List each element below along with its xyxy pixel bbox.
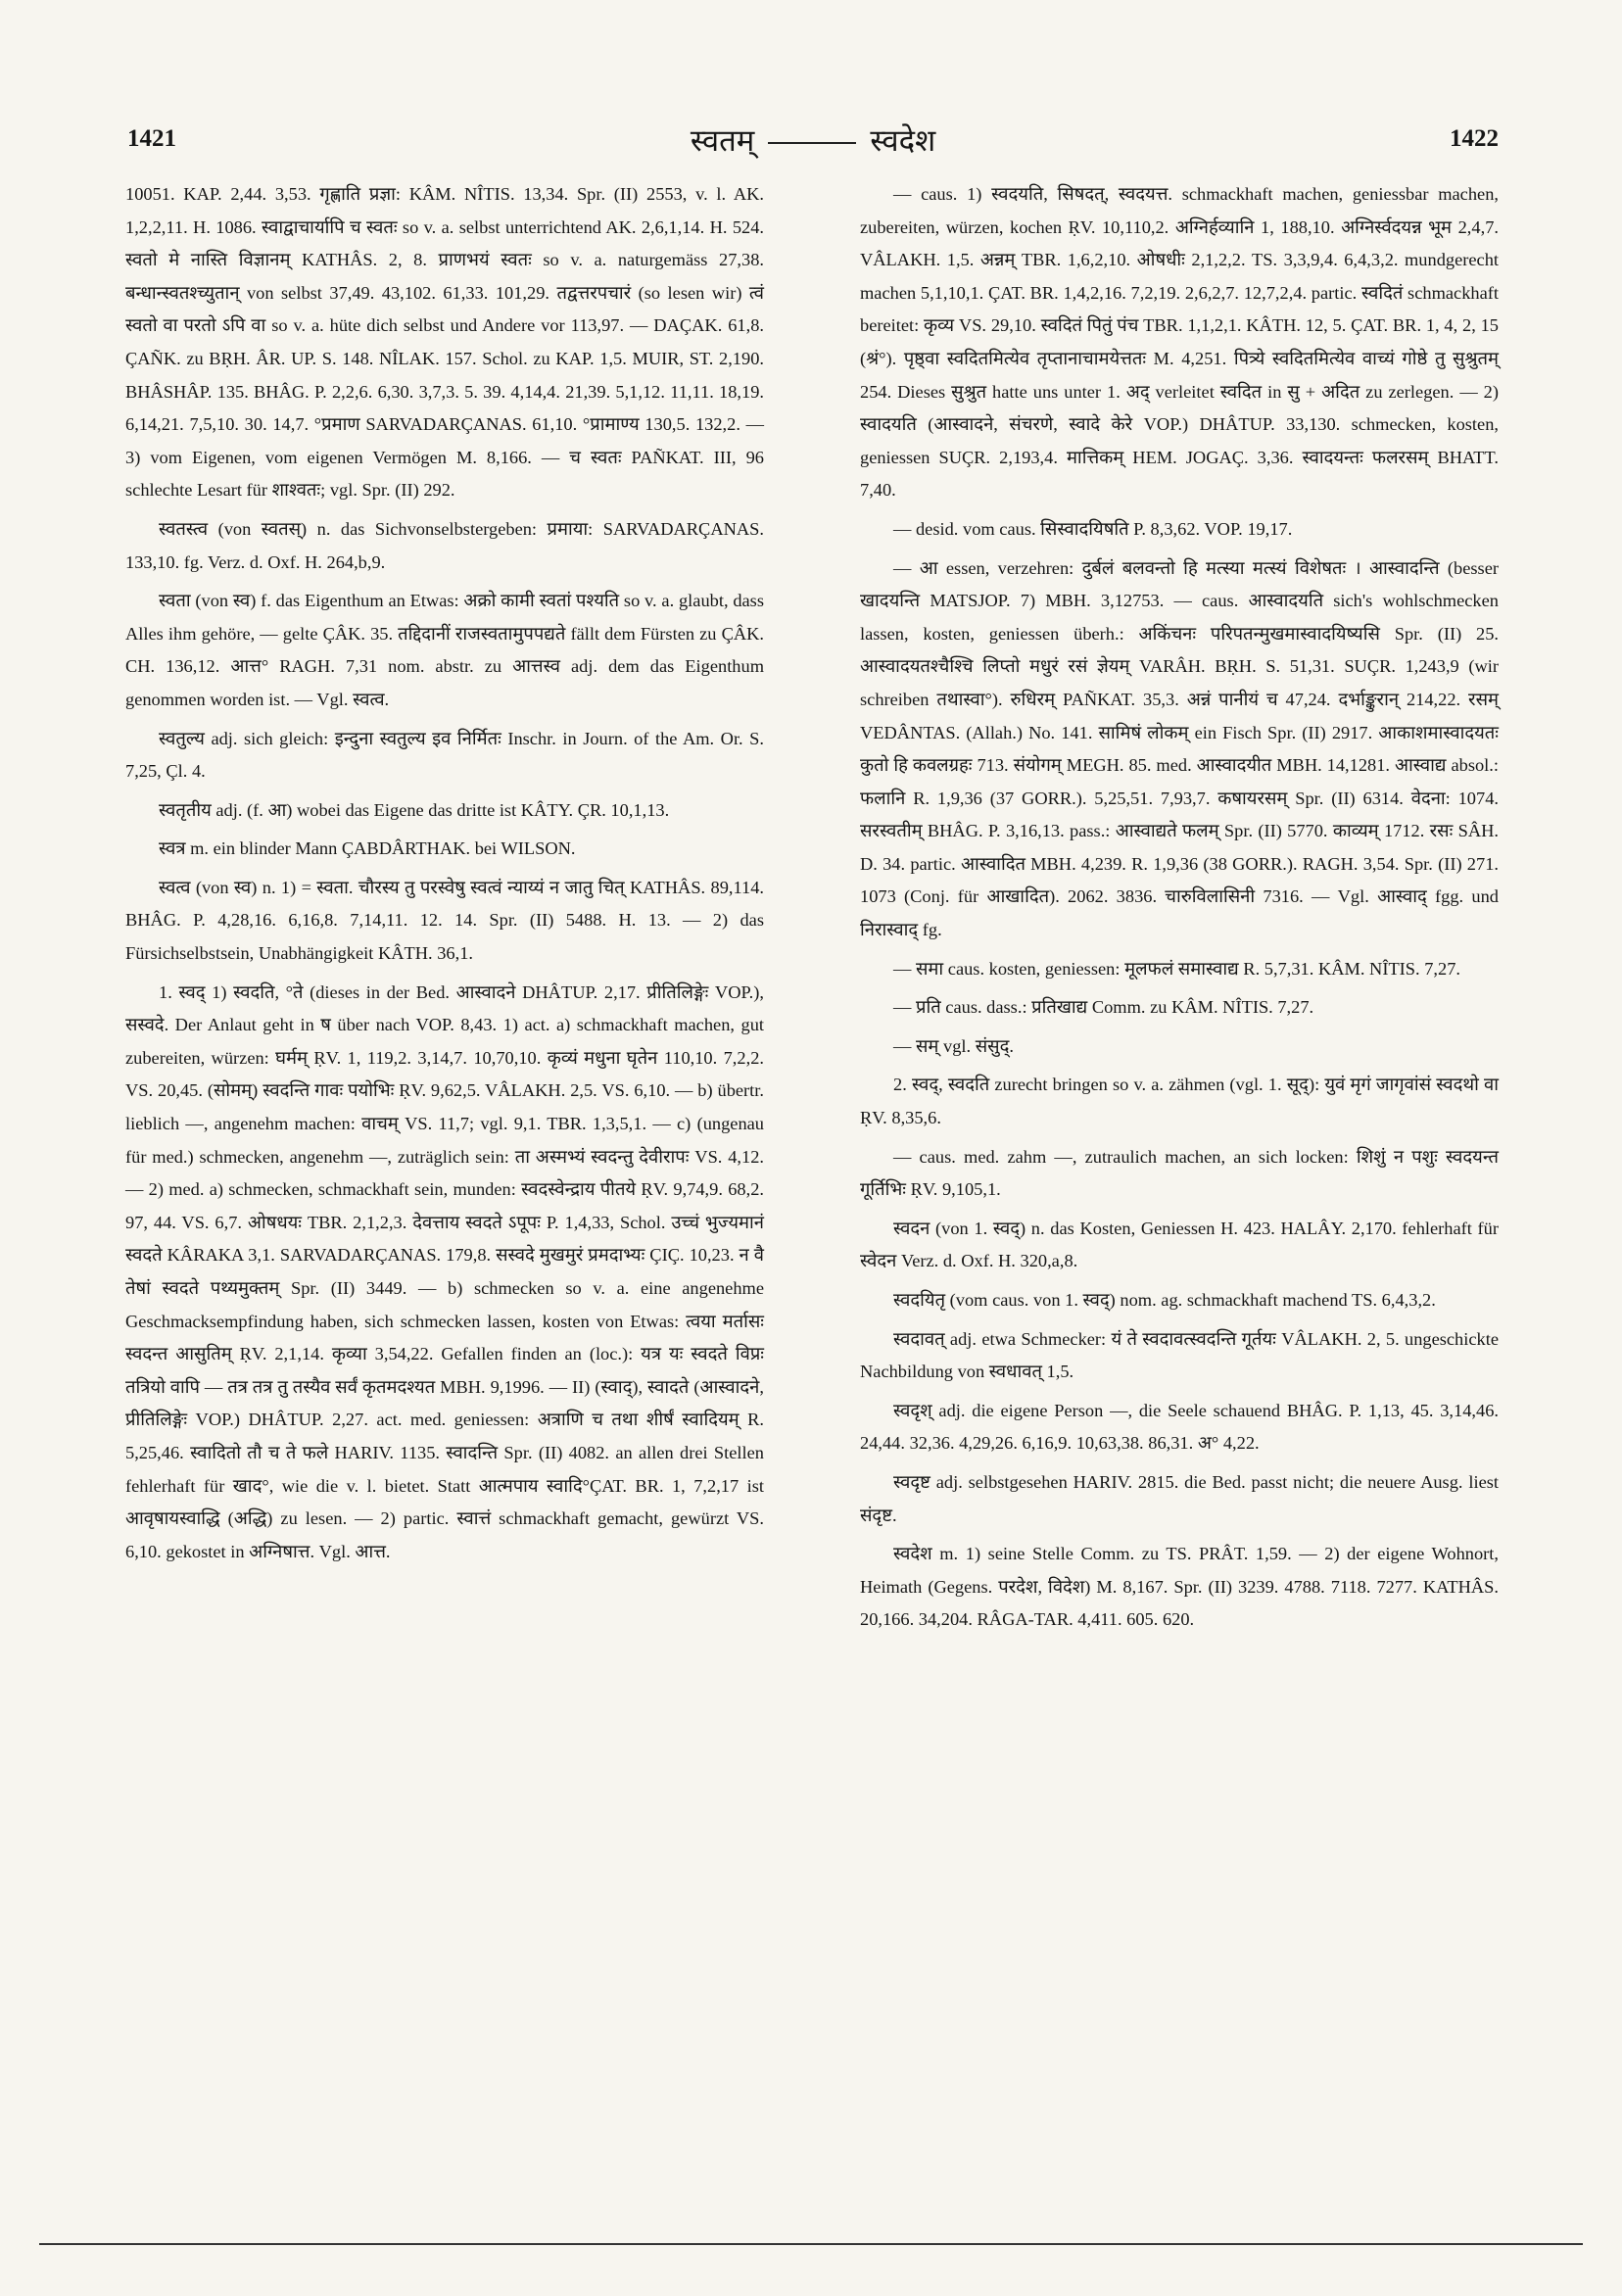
page-header bbox=[127, 125, 1499, 165]
page-number-right: 1422 bbox=[1450, 125, 1499, 152]
dictionary-entry: स्वतृतीय adj. (f. आ) wobei das Eigene das dritte ist KÂTY. ÇR. 10,1,13. bbox=[159, 799, 670, 820]
dictionary-entry: 2. स्वद्, स्वदति zurecht bringen so v. a. zähmen (vgl. 1. सूद्): युवं मृगं जागृवांसं स्वदथो वा ṚV. 8,35,6. bbox=[860, 1075, 1499, 1128]
running-head-first-word: स्वतम् bbox=[690, 123, 755, 159]
dictionary-entry: — सम् vgl. संसुद्. bbox=[893, 1035, 1014, 1056]
dictionary-entry: — caus. med. zahm —, zutraulich machen, an sich locken: शिशुं न पशुः स्वदयन्त गूर्तिभिः ṚV. 9,105,1. bbox=[860, 1146, 1499, 1200]
page-number-left: 1421 bbox=[127, 125, 176, 152]
running-head bbox=[127, 120, 1499, 161]
dictionary-entry: 1. स्वद् 1) स्वदति, °ते (dieses in der Bed. आस्वादने DHÂTUP. 2,17. प्रीतिलिङ्गेः VOP.), सस्वदे. Der Anlaut geht in ष über nach VOP. 8,43. 1) act. a) schmackhaft machen, gut zubereiten, würzen: घर्मम् ṚV. 1, 119,2. 3,14,7. 10,70,10. कृव्यं मधुना घृतेन 110,10. 7,2,2. VS. 20,45. (सोमम्) स्वदन्ति गावः पयोभिः ṚV. 9,62,5. VÂLAKH. 2,5. VS. 6,10. — b) übertr. lieblich —, angenehm machen: वाचम् VS. 11,7; vgl. 9,1. TBR. 1,3,5,1. — c) (ungenau für med.) schmecken, angenehm —, zuträglich sein: ता अस्मभ्यं स्वदन्तु देवीरापः VS. 4,12. — 2) med. a) schmecken, schmackhaft sein, munden: स्वदस्वेन्द्राय पीतये ṚV. 9,74,9. 68,2. 97, 44. VS. 6,7. ओषधयः TBR. 2,1,2,3. देवत्ताय स्वदते ऽपूपः P. 1,4,33, Schol. उच्चं भुज्यमानं स्वदते KÂRAKA 3,1. SARVADARÇANAS. 179,8. सस्वदे मुखमुरं प्रमदाभ्यः ÇIÇ. 10,23. न वै तेषां स्वदते पथ्यमुक्तम् Spr. (II) 3449. — b) schmecken so v. a. eine angenehme Geschmacksempfindung haben, sich schmecken lassen, kosten von Etwas: त्वया मर्तासः स्वदन्त आसुतिम् ṚV. 2,1,14. कृव्या 3,54,22. Gefallen finden an (loc.): यत्र यः स्वदते विप्रः तत्रियो वापि — तत्र तत्र तु तस्यैव सर्वं कृतमदश्यत MBH. 9,1996. — II) (स्वाद्), स्वादते (आस्वादने, प्रीतिलिङ्गेः VOP.) DHÂTUP. 2,27. act. med. geniessen: अत्राणि च तथा शीर्षं स्वादियम् R. 5,25,46. स्वादितो तौ च ते फले HARIV. 1135. स्वादन्ति Spr. (II) 4082. an allen drei Stellen fehlerhaft für खाद°, wie die v. l. bietet. Statt आत्मपाय स्वादि°ÇAT. BR. 1, 7,2,17 ist आवृषायस्वाद्धि (अद्धि) zu lesen. — 2) partic. स्वात्तं schmackhaft gemacht, gewürzt VS. 6,10. gekostet in अग्निषात्त. Vgl. आत्त. bbox=[125, 981, 764, 1561]
dictionary-entry: 10051. KAP. 2,44. 3,53. गृह्णाति प्रज्ञा: KÂM. NÎTIS. 13,34. Spr. (II) 2553, v. l. AK. 1,2,2,11. H. 1086. स्वाद्वाचार्यापि च स्वतः so v. a. selbst unterrichtend AK. 2,6,1,14. H. 524. स्वतो मे नास्ति विज्ञानम् KATHÂS. 2, 8. प्राणभयं स्वतः so v. a. naturgemäss 27,38. बन्धान्स्वतश्च्युतान् von selbst 37,49. 43,102. 61,33. 101,29. तद्वत्तरपचारं (so lesen wir) त्वं स्वतो वा परतो ऽपि वा so v. a. hüte dich selbst und Andere vor 113,97. — DAÇAK. 61,8. ÇAÑK. zu BṚH. ÂR. UP. S. 148. NÎLAK. 157. Schol. zu KAP. 1,5. MUIR, ST. 2,190. BHÂSHÂP. 135. BHÂG. P. 2,2,6. 6,30. 3,7,3. 5. 39. 4,14,4. 21,39. 5,1,12. 11,11. 18,19. 6,14,21. 7,5,10. 30. 14,7. °प्रमाण SARVADARÇANAS. 61,10. °प्रामाण्य 130,5. 132,2. — 3) vom Eigenen, vom eigenen Vermögen M. 8,166. — च स्वतः PAÑKAT. III, 96 schlechte Lesart für शाश्वतः; vgl. Spr. (II) 292. bbox=[125, 184, 764, 501]
dictionary-entry: स्वत्व (von स्व) n. 1) = स्वता. चौरस्य तु परस्वेषु स्वत्वं न्याय्यं न जातु चित् KATHÂS. 89,114. BHÂG. P. 4,28,16. 6,16,8. 7,14,11. 12. 14. Spr. (II) 5488. H. 13. — 2) das Fürsichselbstsein, Unabhängigkeit KÂTH. 36,1. bbox=[125, 877, 764, 964]
dictionary-entry: — caus. 1) स्वदयति, सिषदत्, स्वदयत्त. schmackhaft machen, geniessbar machen, zubereiten, würzen, kochen ṚV. 10,110,2. अग्निर्हव्यानि 1, 188,10. अग्निर्स्वदयन्न भूम 2,4,7. VÂLAKH. 1,5. अन्नम् TBR. 1,6,2,10. ओषधीः 2,1,2,2. TS. 3,3,9,4. 6,4,3,2. mundgerecht machen 5,1,10,1. ÇAT. BR. 1,4,2,16. 7,2,19. 2,6,2,7. 12,7,2,4. partic. स्वदितं schmackhaft bereitet: कृव्य VS. 29,10. स्वदितं पितुं पंच TBR. 1,1,2,1. KÂTH. 12, 5. ÇAT. BR. 1, 4, 2, 15 (श्रं°). पृष्ठ्वा स्वदितमित्येव तृप्तानाचामयेत्ततः M. 4,251. पित्र्ये स्वदितमित्येव वाच्यं गोष्ठे तु सुश्रुतम् 254. Dieses सुश्रुत hatte uns unter 1. अद् verleitet स्वदित in सु + अदित zu zerlegen. — 2) स्वादयति (आस्वादने, संचरणे, स्वादे केरे VOP.) DHÂTUP. 33,130. schmecken, kosten, geniessen SUÇR. 2,193,4. मात्तिकम् HEM. JOGAÇ. 3,36. स्वादयन्तः फलरसम् BHATT. 7,40. bbox=[860, 184, 1499, 501]
left-column bbox=[125, 178, 764, 1568]
dictionary-entry: स्वदन (von 1. स्वद्) n. das Kosten, Geniessen H. 423. HALÂY. 2,170. fehlerhaft für स्वेदन Verz. d. Oxf. H. 320,a,8. bbox=[860, 1218, 1499, 1271]
dictionary-entry: स्वत्र m. ein blinder Mann ÇABDÂRTHAK. bei WILSON. bbox=[159, 838, 576, 859]
dictionary-entry: स्वदावत् adj. etwa Schmecker: यं ते स्वदावत्स्वदन्ति गूर्तयः VÂLAKH. 2, 5. ungeschickte Nachbildung von स्वधावत् 1,5. bbox=[860, 1328, 1499, 1382]
dictionary-entry: स्वदृष्ट adj. selbstgesehen HARIV. 2815. die Bed. passt nicht; die neuere Ausg. liest संदृष्ट. bbox=[860, 1471, 1499, 1525]
dictionary-entry: स्वदृश् adj. die eigene Person —, die Seele schauend BHÂG. P. 1,13, 45. 3,14,46. 24,44. 32,36. 4,29,26. 6,16,9. 10,63,38. 86,31. अ° 4,22. bbox=[860, 1400, 1499, 1454]
running-head-last-word: स्वदेश bbox=[870, 123, 936, 159]
dictionary-entry: — समा caus. kosten, geniessen: मूलफलं समास्वाद्य R. 5,7,31. KÂM. NÎTIS. 7,27. bbox=[893, 958, 1461, 979]
dictionary-entry: — आ essen, verzehren: दुर्बलं बलवन्तो हि मत्स्या मत्स्यं विशेषतः । आस्वादन्ति (besser खादयन्ति MATSJOP. 7) MBH. 3,12753. — caus. आस्वादयति sich's wohlschmecken lassen, kosten, geniessen überh.: अकिंचनः परिपतन्मुखमास्वादयिष्यसि Spr. (II) 25. आस्वादयतश्चैश्चि लिप्तो मधुरं रसं ज्ञेयम् VARÂH. BṚH. S. 51,31. SUÇR. 1,243,9 (wir schreiben तथास्वा°). रुधिरम् PAÑKAT. 35,3. अन्नं पानीयं च 47,24. दर्भाङ्कुरान् 214,22. रसम् VEDÂNTAS. (Allah.) No. 141. सामिषं लोकम् ein Fisch Spr. (II) 2917. आकाशमास्वादयतः कुतो हि कवलग्रहः 713. संयोगम् MEGH. 85. med. आस्वादयीत MBH. 14,1281. आस्वाद्य absol.: फलानि R. 1,9,36 (37 GORR.). 5,25,51. 7,93,7. कषायरसम् Spr. (II) 6314. वेदना: 1074. सरस्वतीम् BHÂG. P. 3,16,13. pass.: आस्वाद्यते फलम् Spr. (II) 5770. काव्यम् 1712. रसः SÂH. D. 34. partic. आस्वादित MBH. 4,239. R. 1,9,36 (38 GORR.). RAGH. 3,54. Spr. (II) 271. 1073 (Conj. für आखादित). 2062. 3836. चारुविलासिनी 7316. — Vgl. आस्वाद् fgg. und निरास्वाद् fg. bbox=[860, 557, 1499, 940]
dictionary-entry: स्वदेश m. 1) seine Stelle Comm. zu TS. PRÂT. 1,59. — 2) der eigene Wohnort, Heimath (Gegens. परदेश, विदेश) M. 8,167. Spr. (II) 3239. 4788. 7118. 7277. KATHÂS. 20,166. 34,204. RÂGA-TAR. 4,411. 605. 620. bbox=[860, 1544, 1499, 1630]
head-dash bbox=[768, 142, 856, 144]
dictionary-entry: स्वदयितृ (vom caus. von 1. स्वद्) nom. ag. schmackhaft machend TS. 6,4,3,2. bbox=[893, 1290, 1436, 1310]
dictionary-entry: — desid. vom caus. सिस्वादयिषति P. 8,3,62. VOP. 19,17. bbox=[893, 518, 1293, 539]
dictionary-entry: — प्रति caus. dass.: प्रतिखाद्य Comm. zu KÂM. NÎTIS. 7,27. bbox=[893, 997, 1314, 1018]
dictionary-entry: स्वतस्त्व (von स्वतस्) n. das Sichvonselbstergeben: प्रमाया: SARVADARÇANAS. 133,10. fg. Verz. d. Oxf. H. 264,b,9. bbox=[125, 518, 764, 572]
right-column bbox=[860, 178, 1499, 1637]
dictionary-entry: स्वतुल्य adj. sich gleich: इन्दुना स्वतुल्य इव निर्मितः Inschr. in Journ. of the Am. Or. S. 7,25, Çl. 4. bbox=[125, 728, 764, 782]
bottom-rule bbox=[39, 2243, 1583, 2245]
dictionary-entry: स्वता (von स्व) f. das Eigenthum an Etwas: अक्रो कामी स्वतां पश्यति so v. a. glaubt, dass Alles ihm gehöre, — gelte ÇÂK. 35. तद्दिदानीं राजस्वतामुपपद्यते fällt dem Fürsten zu ÇÂK. CH. 136,12. आत्त° RAGH. 7,31 nom. abstr. zu आत्तस्व adj. dem das Eigenthum genommen worden ist. — Vgl. स्वत्व. bbox=[125, 591, 764, 709]
